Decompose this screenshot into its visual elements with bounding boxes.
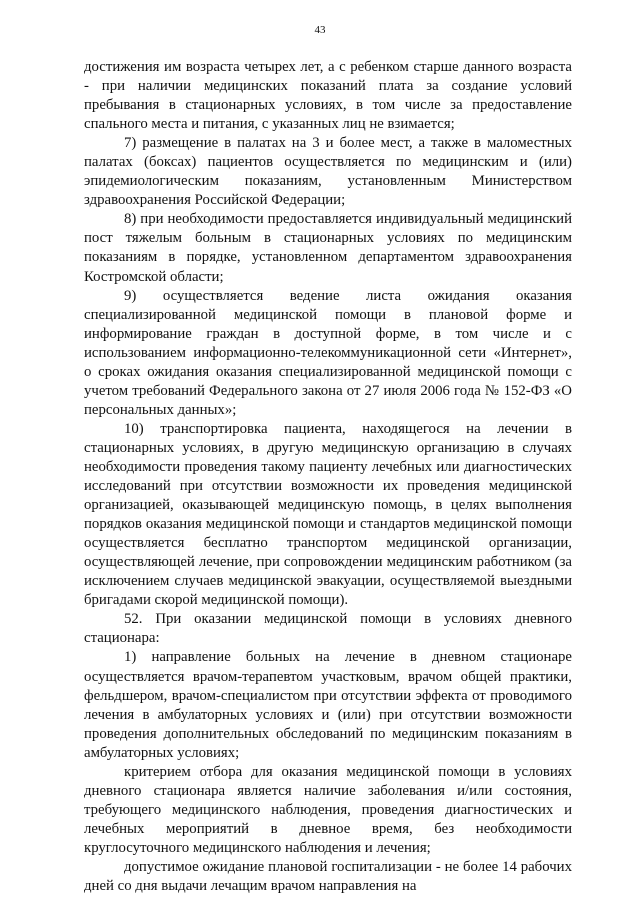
paragraph-continuation: достижения им возраста четырех лет, а с ребенком старше данного возраста - при наличии медицинских показаний плата за создание условий пребывания в стационарных условиях, в том числе за предоставление спального места и питания, с указанных лиц не взимается;	[84, 59, 572, 133]
paragraph-item-9: 9) осуществляется ведение листа ожидания оказания специализированной медицинской помощи в плановой форме и информирование граждан в доступной форме, в том числе и с использованием информационно-телекоммуникационной сети «Интернет», о сроках ожидания оказания специализированной медицинской помощи с учетом требований Федерального закона от 27 июля 2006 года № 152-ФЗ «О персональных данных»;	[84, 287, 572, 418]
paragraph-item-8: 8) при необходимости предоставляется индивидуальный медицинский пост тяжелым больным в стационарных условиях по медицинским показаниям в порядке, установленном департаментом здравоохранения Костромской области;	[84, 211, 572, 285]
page-number: 43	[314, 24, 326, 36]
paragraph-item-7: 7) размещение в палатах на 3 и более мест, а также в маломестных палатах (боксах) пациентов осуществляется по медицинским и (или) эпидемиологическим показаниям, установленным Министерством здравоохранения Российской Федерации;	[84, 135, 572, 209]
paragraph-waiting-time: допустимое ожидание плановой госпитализации - не более 14 рабочих дней со дня выдачи лечащим врачом направления на	[84, 858, 572, 895]
paragraph-section-52: 52. При оказании медицинской помощи в условиях дневного стационара:	[84, 611, 572, 647]
paragraph-item-10: 10) транспортировка пациента, находящегося на лечении в стационарных условиях, в другую медицинскую организацию в случаях необходимости проведения такому пациенту лечебных или диагностических исследований при отсутствии возможности их проведения медицинской организацией, оказывающей медицинскую помощь, в целях выполнения порядков оказания медицинской помощи и стандартов медицинской помощи осуществляется бесплатно транспортом медицинской организации, осуществляющей лечение, при сопровождении медицинским работником (за исключением случаев медицинской эвакуации, осуществляемой выездными бригадами скорой медицинской помощи).	[84, 420, 572, 609]
document-body	[84, 58, 572, 896]
scan-artifact-strip	[0, 895, 640, 901]
paragraph-item-1: 1) направление больных на лечение в дневном стационаре осуществляется врачом-терапевтом участковым, врачом общей практики, фельдшером, врачом-специалистом при отсутствии эффекта от проводимого лечения в амбулаторных условиях и (или) при отсутствии возможности проведения дополнительных обследований по медицинским показаниям в амбулаторных условиях;	[84, 649, 572, 761]
paragraph-selection-criteria: критерием отбора для оказания медицинской помощи в условиях дневного стационара является наличие заболевания и/или состояния, требующего медицинского наблюдения, проведения диагностических и лечебных мероприятий в дневное время, без необходимости круглосуточного медицинского наблюдения и лечения;	[84, 763, 572, 856]
